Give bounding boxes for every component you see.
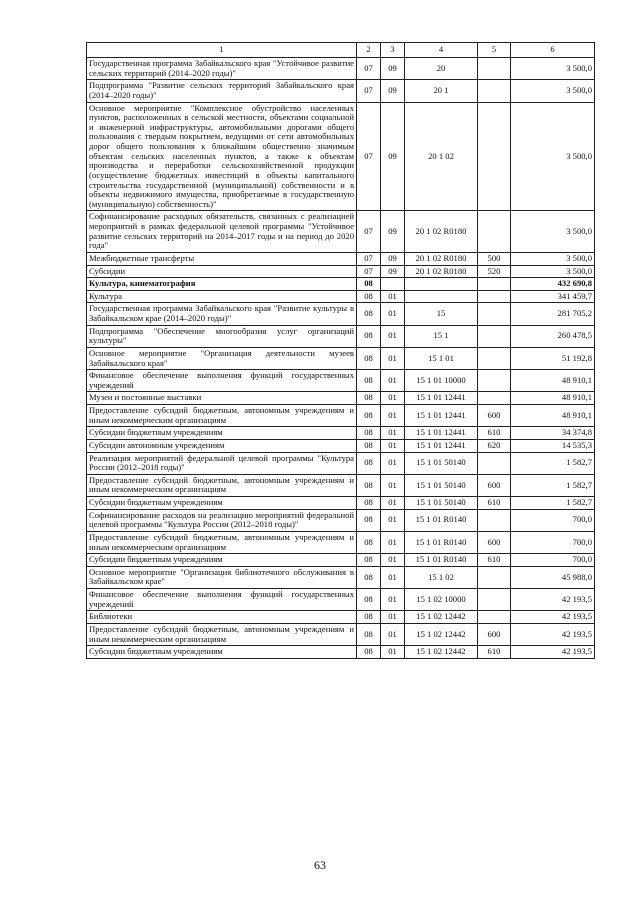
table-row xyxy=(87,58,595,80)
cell-pr: 01 xyxy=(381,531,405,553)
cell-vr: 600 xyxy=(478,623,511,645)
cell-rz: 08 xyxy=(357,611,381,624)
cell-vr xyxy=(478,325,511,347)
cell-rz: 07 xyxy=(357,58,381,80)
cell-pr: 09 xyxy=(381,102,405,211)
cell-pr: 01 xyxy=(381,405,405,427)
cell-pr: 01 xyxy=(381,611,405,624)
cell-vr xyxy=(478,290,511,303)
cell-sum: 48 910,1 xyxy=(511,405,595,427)
cell-vr xyxy=(478,566,511,588)
cell-pr: 09 xyxy=(381,58,405,80)
cell-pr: 01 xyxy=(381,566,405,588)
cell-csr: 15 1 01 50140 xyxy=(405,452,478,474)
cell-name: Реализация мероприятий федеральной целевой программы "Культура России (2012–2018 годы)" xyxy=(87,452,357,474)
cell-vr xyxy=(478,303,511,325)
cell-rz: 08 xyxy=(357,452,381,474)
cell-name: Софинансирование расходов на реализацию мероприятий федеральной целевой программы "Культура России (2012–2018 годы)" xyxy=(87,509,357,531)
cell-name: Предоставление субсидий бюджетным, автономным учреждениям и иным некоммерческим организациям xyxy=(87,531,357,553)
cell-sum: 3 500,0 xyxy=(511,265,595,278)
table-row xyxy=(87,474,595,496)
page-number: 63 xyxy=(314,858,326,872)
cell-name: Государственная программа Забайкальского края "Устойчивое развитие сельских территорий (2014–2020 годы)" xyxy=(87,58,357,80)
cell-sum: 3 500,0 xyxy=(511,211,595,253)
cell-vr: 600 xyxy=(478,474,511,496)
cell-vr: 500 xyxy=(478,252,511,265)
cell-vr: 610 xyxy=(478,427,511,440)
cell-name: Субсидии бюджетным учреждениям xyxy=(87,554,357,567)
cell-rz: 08 xyxy=(357,566,381,588)
cell-rz: 08 xyxy=(357,497,381,510)
cell-rz: 08 xyxy=(357,303,381,325)
cell-csr: 15 1 01 10000 xyxy=(405,370,478,392)
cell-sum: 260 478,5 xyxy=(511,325,595,347)
cell-rz: 07 xyxy=(357,252,381,265)
cell-pr: 01 xyxy=(381,509,405,531)
cell-sum: 34 374,8 xyxy=(511,427,595,440)
cell-rz: 08 xyxy=(357,405,381,427)
table-row xyxy=(87,566,595,588)
cell-csr: 15 1 02 12442 xyxy=(405,646,478,659)
cell-name: Предоставление субсидий бюджетным, автономным учреждениям и иным некоммерческим организациям xyxy=(87,623,357,645)
budget-table xyxy=(86,42,595,659)
cell-sum: 48 910,1 xyxy=(511,370,595,392)
table-row xyxy=(87,252,595,265)
cell-pr: 01 xyxy=(381,554,405,567)
cell-name: Музеи и постоянные выставки xyxy=(87,392,357,405)
cell-sum: 432 690,8 xyxy=(511,278,595,291)
cell-csr: 15 1 01 R0140 xyxy=(405,554,478,567)
table-row xyxy=(87,102,595,211)
cell-csr: 15 1 02 12442 xyxy=(405,623,478,645)
cell-csr: 15 1 02 10000 xyxy=(405,589,478,611)
cell-name: Основное мероприятие "Организация деятельности музеев Забайкальского края" xyxy=(87,347,357,369)
table-row xyxy=(87,497,595,510)
table-row xyxy=(87,405,595,427)
cell-csr: 15 xyxy=(405,303,478,325)
cell-rz: 08 xyxy=(357,370,381,392)
cell-pr xyxy=(381,278,405,291)
cell-vr xyxy=(478,452,511,474)
cell-vr xyxy=(478,58,511,80)
cell-pr: 09 xyxy=(381,265,405,278)
cell-name: Культура, кинематография xyxy=(87,278,357,291)
table-row xyxy=(87,325,595,347)
cell-rz: 08 xyxy=(357,623,381,645)
cell-csr: 20 1 02 R0180 xyxy=(405,265,478,278)
cell-sum: 700,0 xyxy=(511,554,595,567)
cell-name: Субсидии бюджетным учреждениям xyxy=(87,427,357,440)
cell-rz: 08 xyxy=(357,474,381,496)
table-row xyxy=(87,646,595,659)
cell-vr xyxy=(478,611,511,624)
cell-vr xyxy=(478,347,511,369)
cell-sum: 42 193,5 xyxy=(511,611,595,624)
cell-name: Государственная программа Забайкальского края "Развитие культуры в Забайкальском крае (2014–2020 годы)" xyxy=(87,303,357,325)
cell-csr: 20 xyxy=(405,58,478,80)
cell-pr: 01 xyxy=(381,325,405,347)
cell-csr: 15 1 01 12441 xyxy=(405,427,478,440)
cell-sum: 1 582,7 xyxy=(511,497,595,510)
cell-pr: 01 xyxy=(381,370,405,392)
cell-rz: 08 xyxy=(357,427,381,440)
cell-csr: 15 1 01 50140 xyxy=(405,474,478,496)
cell-rz: 07 xyxy=(357,211,381,253)
cell-pr: 01 xyxy=(381,474,405,496)
cell-csr: 20 1 02 R0180 xyxy=(405,252,478,265)
cell-pr: 01 xyxy=(381,452,405,474)
cell-rz: 08 xyxy=(357,439,381,452)
header-cell: 5 xyxy=(478,43,511,58)
cell-name: Библиотеки xyxy=(87,611,357,624)
cell-sum: 1 582,7 xyxy=(511,452,595,474)
cell-vr: 600 xyxy=(478,405,511,427)
table-row xyxy=(87,278,595,291)
cell-pr: 01 xyxy=(381,646,405,659)
table-row xyxy=(87,427,595,440)
cell-name: Субсидии xyxy=(87,265,357,278)
cell-csr: 15 1 01 12441 xyxy=(405,405,478,427)
cell-csr: 15 1 01 50140 xyxy=(405,497,478,510)
cell-vr xyxy=(478,278,511,291)
cell-csr: 15 1 01 xyxy=(405,347,478,369)
cell-sum: 700,0 xyxy=(511,509,595,531)
table-row xyxy=(87,509,595,531)
cell-sum: 14 535,3 xyxy=(511,439,595,452)
cell-name: Софинансирование расходных обязательств, связанных с реализацией мероприятий в рамках федеральной целевой программы "Устойчивое развитие сельских территорий на 2014–2017 годы и на период до 2020 года" xyxy=(87,211,357,253)
cell-name: Межбюджетные трансферты xyxy=(87,252,357,265)
cell-vr xyxy=(478,509,511,531)
cell-name: Субсидии бюджетным учреждениям xyxy=(87,646,357,659)
header-cell: 6 xyxy=(511,43,595,58)
cell-name: Основное мероприятие "Комплексное обустройство населенных пунктов, расположенных в сельской местности, объектами социальной и инженерной инфраструктуры, автомобильными дорогами общего пользования с твердым покрытием, ведущими от сети автомобильных дорог общего пользования к ближайшим общественно значимым объектам сельских населенных пунктов, а также к объектам производства и переработки сельскохозяйственной продукции (осуществление бюджетных инвестиций в объекты капитального строительства государственной (муниципальной) собственности и в объекты недвижимого имущества, приобретаемые в государственную (муниципальную) собственность)" xyxy=(87,102,357,211)
table-row xyxy=(87,623,595,645)
cell-csr: 15 1 02 xyxy=(405,566,478,588)
cell-rz: 08 xyxy=(357,325,381,347)
cell-rz: 08 xyxy=(357,589,381,611)
cell-csr: 15 1 xyxy=(405,325,478,347)
cell-rz: 08 xyxy=(357,509,381,531)
table-row xyxy=(87,554,595,567)
cell-name: Субсидии бюджетным учреждениям xyxy=(87,497,357,510)
cell-vr: 610 xyxy=(478,497,511,510)
cell-name: Основное мероприятие "Организация библиотечного обслуживания в Забайкальском крае" xyxy=(87,566,357,588)
cell-vr xyxy=(478,211,511,253)
header-cell: 2 xyxy=(357,43,381,58)
cell-pr: 01 xyxy=(381,303,405,325)
cell-pr: 01 xyxy=(381,427,405,440)
table-row xyxy=(87,80,595,102)
cell-sum: 3 500,0 xyxy=(511,58,595,80)
table-row xyxy=(87,611,595,624)
cell-sum: 42 193,5 xyxy=(511,646,595,659)
cell-name: Подпрограмма "Обеспечение многообразия услуг организаций культуры" xyxy=(87,325,357,347)
cell-csr: 15 1 01 R0140 xyxy=(405,509,478,531)
cell-pr: 09 xyxy=(381,80,405,102)
cell-sum: 45 988,0 xyxy=(511,566,595,588)
cell-csr: 20 1 xyxy=(405,80,478,102)
cell-csr xyxy=(405,290,478,303)
cell-name: Субсидии автономным учреждениям xyxy=(87,439,357,452)
cell-csr: 15 1 01 R0140 xyxy=(405,531,478,553)
cell-name: Предоставление субсидий бюджетным, автономным учреждениям и иным некоммерческим организациям xyxy=(87,474,357,496)
table-row xyxy=(87,211,595,253)
cell-csr: 15 1 01 12441 xyxy=(405,392,478,405)
cell-rz: 08 xyxy=(357,554,381,567)
cell-pr: 01 xyxy=(381,290,405,303)
cell-vr xyxy=(478,102,511,211)
table-row xyxy=(87,531,595,553)
table-row xyxy=(87,265,595,278)
cell-name: Финансовое обеспечение выполнения функций государственных учреждений xyxy=(87,589,357,611)
header-row xyxy=(87,43,595,58)
cell-name: Предоставление субсидий бюджетным, автономным учреждениям и иным некоммерческим организациям xyxy=(87,405,357,427)
cell-rz: 08 xyxy=(357,531,381,553)
header-cell: 4 xyxy=(405,43,478,58)
cell-csr: 20 1 02 xyxy=(405,102,478,211)
cell-pr: 01 xyxy=(381,392,405,405)
cell-vr: 610 xyxy=(478,646,511,659)
cell-rz: 07 xyxy=(357,265,381,278)
cell-rz: 07 xyxy=(357,80,381,102)
cell-sum: 48 910,1 xyxy=(511,392,595,405)
cell-rz: 08 xyxy=(357,646,381,659)
cell-sum: 281 705,2 xyxy=(511,303,595,325)
cell-sum: 3 500,0 xyxy=(511,252,595,265)
table-row xyxy=(87,303,595,325)
cell-name: Финансовое обеспечение выполнения функций государственных учреждений xyxy=(87,370,357,392)
cell-pr: 01 xyxy=(381,497,405,510)
header-cell: 3 xyxy=(381,43,405,58)
cell-sum: 3 500,0 xyxy=(511,102,595,211)
cell-pr: 01 xyxy=(381,347,405,369)
cell-pr: 09 xyxy=(381,211,405,253)
cell-sum: 42 193,5 xyxy=(511,623,595,645)
cell-sum: 3 500,0 xyxy=(511,80,595,102)
cell-sum: 700,0 xyxy=(511,531,595,553)
cell-vr xyxy=(478,80,511,102)
cell-rz: 07 xyxy=(357,102,381,211)
cell-name: Подпрограмма "Развитие сельских территорий Забайкальского края (2014–2020 годы)" xyxy=(87,80,357,102)
cell-name: Культура xyxy=(87,290,357,303)
cell-vr xyxy=(478,589,511,611)
cell-rz: 08 xyxy=(357,392,381,405)
header-cell: 1 xyxy=(87,43,357,58)
cell-vr: 520 xyxy=(478,265,511,278)
cell-csr: 15 1 01 12441 xyxy=(405,439,478,452)
cell-rz: 08 xyxy=(357,290,381,303)
cell-pr: 01 xyxy=(381,623,405,645)
table-row xyxy=(87,439,595,452)
cell-sum: 42 193,5 xyxy=(511,589,595,611)
cell-rz: 08 xyxy=(357,278,381,291)
table-row xyxy=(87,290,595,303)
table-row xyxy=(87,347,595,369)
cell-pr: 01 xyxy=(381,439,405,452)
table-row xyxy=(87,589,595,611)
table-row xyxy=(87,392,595,405)
cell-csr: 15 1 02 12442 xyxy=(405,611,478,624)
cell-vr: 620 xyxy=(478,439,511,452)
cell-csr xyxy=(405,278,478,291)
cell-sum: 51 192,8 xyxy=(511,347,595,369)
cell-pr: 01 xyxy=(381,589,405,611)
cell-vr xyxy=(478,370,511,392)
cell-vr xyxy=(478,392,511,405)
cell-pr: 09 xyxy=(381,252,405,265)
cell-rz: 08 xyxy=(357,347,381,369)
cell-csr: 20 1 02 R0180 xyxy=(405,211,478,253)
table-row xyxy=(87,370,595,392)
cell-vr: 600 xyxy=(478,531,511,553)
table-row xyxy=(87,452,595,474)
cell-sum: 341 459,7 xyxy=(511,290,595,303)
cell-vr: 610 xyxy=(478,554,511,567)
cell-sum: 1 582,7 xyxy=(511,474,595,496)
